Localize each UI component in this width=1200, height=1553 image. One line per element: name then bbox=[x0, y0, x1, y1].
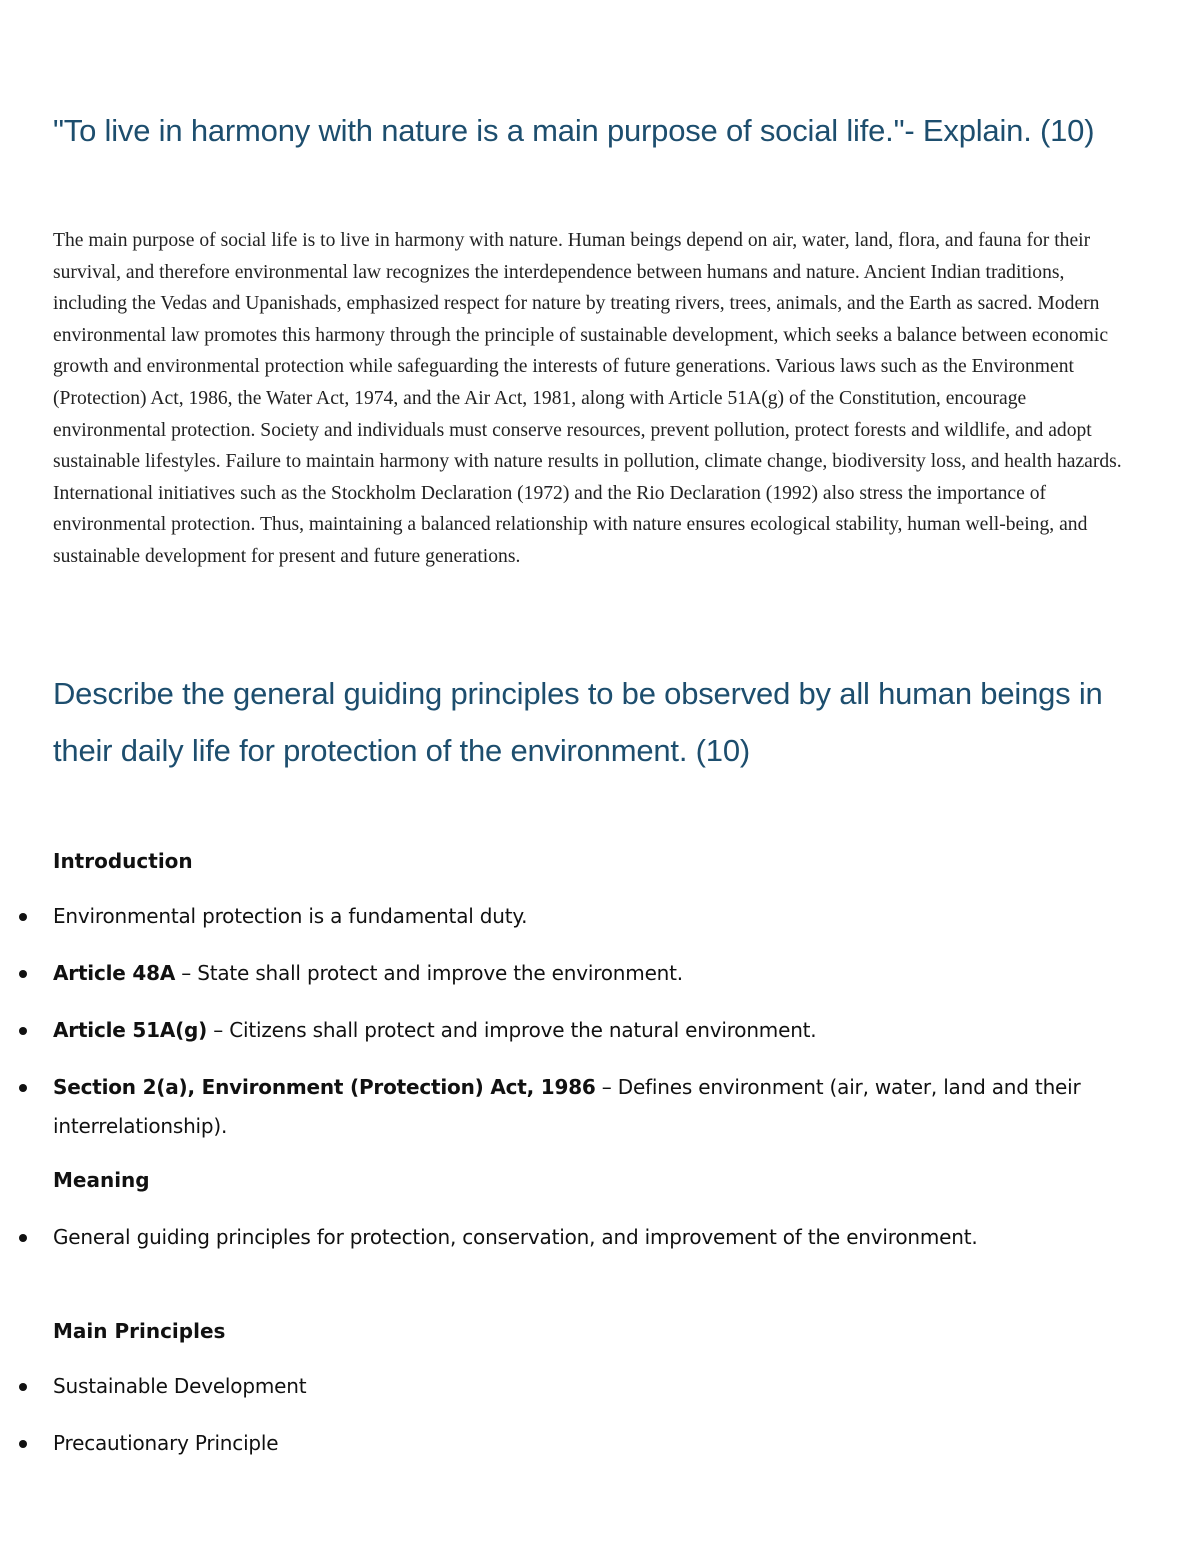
meaning-subheading: Meaning bbox=[53, 1168, 150, 1192]
bullet-icon bbox=[19, 1234, 27, 1242]
question-1-answer: The main purpose of social life is to live in harmony with nature. Human beings depend on air, water, land, flora, and fauna for their survival, and therefore environmental law recognizes the interdependence between humans and nature. Ancient Indian traditions, including the Vedas and Upanishads, emphasized respect for nature by treating rivers, trees, animals, and the Earth as sacred. Modern environmental law promotes this harmony through the principle of sustainable development, which seeks a balance between economic growth and environmental protection while safeguarding the interests of future generations. Various laws such as the Environment (Protection) Act, 1986, the Water Act, 1974, and the Air Act, 1981, along with Article 51A(g) of the Constitution, encourage environmental protection. Society and individuals must conserve resources, prevent pollution, protect forests and wildlife, and adopt sustainable lifestyles. Failure to maintain harmony with nature results in pollution, climate change, biodiversity loss, and health hazards. International initiatives such as the Stockholm Declaration (1972) and the Rio Declaration (1992) also stress the importance of environmental protection. Thus, maintaining a balanced relationship with nature ensures ecological stability, human well-being, and sustainable development for present and future generations. bbox=[53, 230, 1122, 567]
list-item: Article 48A – State shall protect and improve the environment. bbox=[53, 954, 1133, 993]
bullet-icon bbox=[19, 1383, 27, 1391]
main-principles-subheading: Main Principles bbox=[53, 1319, 226, 1343]
bullet-icon bbox=[19, 913, 27, 921]
list-item: General guiding principles for protection, conservation, and improvement of the environment. bbox=[53, 1218, 1133, 1257]
bullet-icon bbox=[19, 970, 27, 978]
list-item: Environmental protection is a fundamental duty. bbox=[53, 897, 1133, 936]
bullet-icon bbox=[19, 1027, 27, 1035]
list-item: Precautionary Principle bbox=[53, 1424, 1133, 1463]
bullet-icon bbox=[19, 1084, 27, 1092]
question-2-heading: Describe the general guiding principles to be observed by all human beings in their daily life for protection of the environment. (10) bbox=[53, 676, 1103, 768]
list-item: Sustainable Development bbox=[53, 1367, 1133, 1406]
bullet-icon bbox=[19, 1440, 27, 1448]
list-item: Section 2(a), Environment (Protection) Act, 1986 – Defines environment (air, water, land and their interrelationship). bbox=[53, 1068, 1133, 1146]
question-1-heading: "To live in harmony with nature is a main purpose of social life."- Explain. (10) bbox=[53, 113, 1095, 148]
list-item: Article 51A(g) – Citizens shall protect and improve the natural environment. bbox=[53, 1011, 1133, 1050]
introduction-subheading: Introduction bbox=[53, 849, 193, 873]
